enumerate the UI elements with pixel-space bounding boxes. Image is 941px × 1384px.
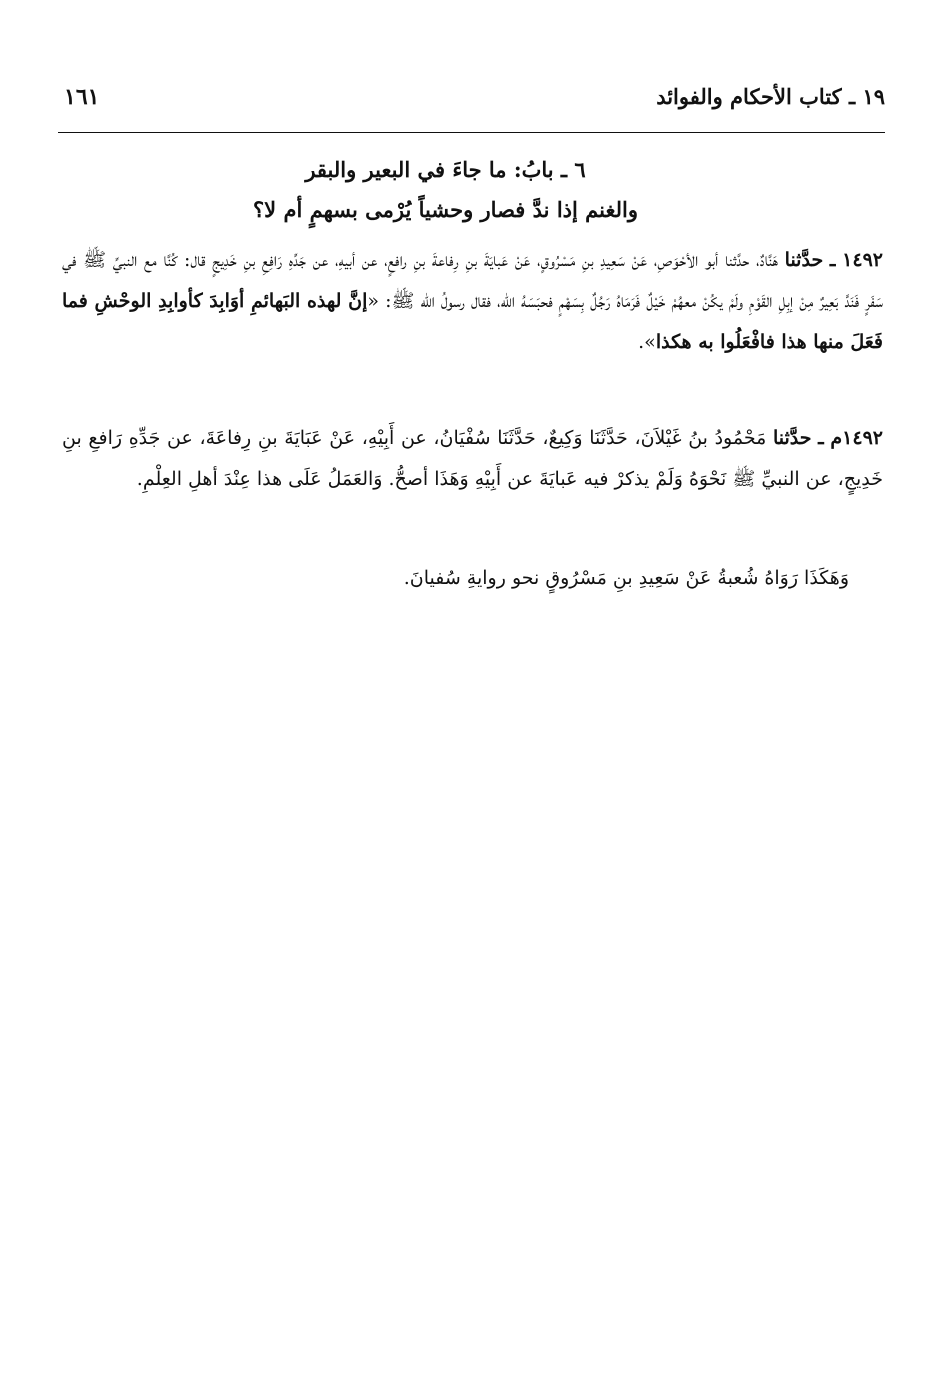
running-header (58, 82, 885, 122)
tail-note: وَهَكَذَا رَوَاهُ شُعبةُ عَنْ سَعِيدِ بنِ مَسْرُوقٍ نحو روايةِ سُفيانَ. (403, 567, 849, 589)
hadith-text: هَنَّادٌ، حدَّثنا أبو الأحْوَصِ، عَنْ سَعِيدِ بنِ مَسْرُوقٍ، عَنْ عَبايَةَ بنِ رِفاعةَ بنِ رافعٍ، عن أبيهِ، عن جَدِّهِ رَافِعِ بنِ خَدِيجٍ قال: كُنَّا مع النبيِّ ﷺ في سَفَرٍ فَنَدَّ بَعِيرٌ مِنْ إبِلِ القَوْمِ ولَمْ يكُنْ معهُمْ خَيْلٌ فَرَمَاهُ رَجُلٌ بِسَهْمٍ فحبَسَهُ الله، فقال رسولُ الله ﷺ: « (62, 249, 883, 312)
haddathana-word: حدَّثنا (772, 427, 812, 449)
chapter-heading (250, 150, 641, 230)
chapter-heading-line-2: والغنم إذا ندَّ فصار وحشياً يُرْمى بسهمٍ أم لا؟ (253, 197, 638, 222)
hadith-text: مَحْمُودُ بنُ غَيْلاَنَ، حَدَّثَنَا وَكِيعٌ، حَدَّثَنَا سُفْيَانُ، عن أَبِيْهِ، عَنْ عَبَايَةَ بنِ رِفاعَةَ، عن جَدِّهِ رَافعِ بنِ خَدِيجٍ، عن النبيِّ ﷺ نَحْوَهُ وَلَمْ يذكرْ فيه عَبايَةَ عن أَبِيْهِ وَهَذَا أصحُّ. وَالعَمَلُ عَلَى هذا عِنْدَ أهلِ العِلْمِ. (62, 427, 883, 490)
hadith-text-end: ». (638, 331, 656, 353)
running-title: ١٩ ـ كتاب الأحكام والفوائد (656, 84, 885, 109)
hadith-1492 (62, 240, 883, 363)
header-rule (58, 132, 885, 133)
chapter-heading-line-1: ٦ ـ بابُ: ما جاءَ في البعير والبقر (305, 157, 586, 182)
hadith-dash: ـ (818, 427, 824, 449)
hadith-dash: ـ (829, 249, 836, 271)
haddathana-word: حدَّثنا (784, 249, 824, 271)
hadith-number: ١٤٩٢م (830, 427, 883, 449)
prophet-saying: إنَّ لهذه البَهائمِ أوَابِدَ كأوابِدِ الوحْشِ فما فَعَلَ منها هذا فافْعَلُوا به هكذا (62, 290, 883, 353)
hadith-1492m (62, 418, 883, 500)
page-number: ١٦١ (64, 84, 100, 110)
hadith-number: ١٤٩٢ (842, 249, 883, 271)
